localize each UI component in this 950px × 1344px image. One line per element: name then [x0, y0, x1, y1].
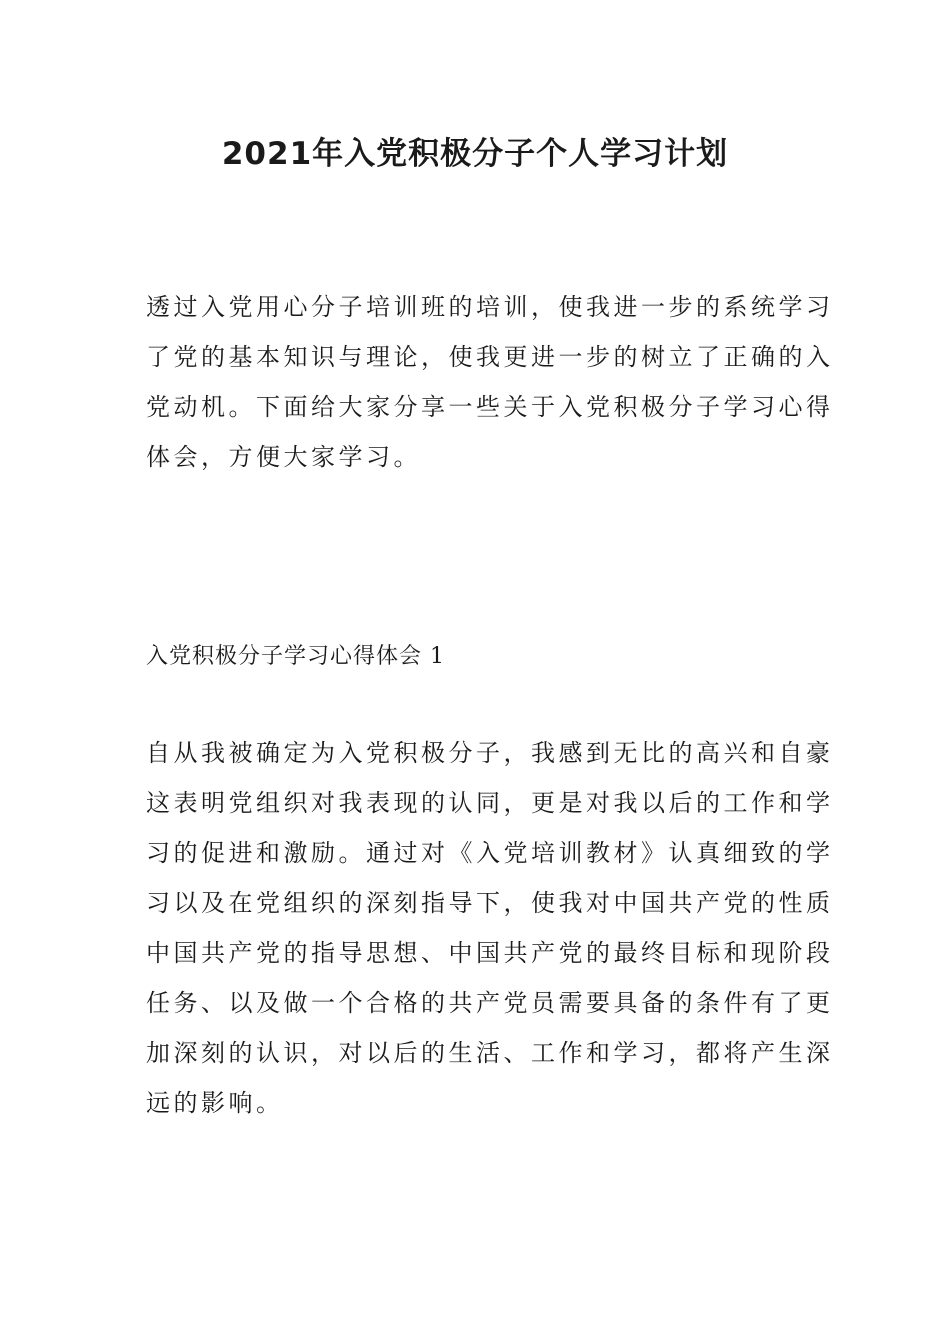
section-heading: 入党积极分子学习心得体会 1 — [146, 644, 445, 669]
paragraph-line: 习以及在党组织的深刻指导下，使我对中国共产党的性质 — [146, 889, 834, 917]
paragraph-line: 中国共产党的指导思想、中国共产党的最终目标和现阶段 — [146, 939, 834, 967]
paragraph-line: 任务、以及做一个合格的共产党员需要具备的条件有了更 — [146, 989, 834, 1017]
paragraph-line: 这表明党组织对我表现的认同，更是对我以后的工作和学 — [146, 789, 834, 817]
paragraph-line: 远的影响。 — [146, 1089, 284, 1117]
paragraph-line: 透过入党用心分子培训班的培训，使我进一步的系统学习 — [146, 293, 834, 321]
paragraph-line: 党动机。下面给大家分享一些关于入党积极分子学习心得 — [146, 393, 834, 421]
paragraph-line: 体会，方便大家学习。 — [146, 443, 421, 471]
body-paragraph — [146, 728, 834, 1128]
document-title: 2021年入党积极分子个人学习计划 — [221, 136, 729, 172]
paragraph-line: 了党的基本知识与理论，使我更进一步的树立了正确的入 — [146, 343, 834, 371]
paragraph-line: 自从我被确定为入党积极分子，我感到无比的高兴和自豪 — [146, 739, 834, 767]
paragraph-line: 习的促进和激励。通过对《入党培训教材》认真细致的学 — [146, 839, 834, 867]
intro-paragraph — [146, 282, 834, 482]
paragraph-line: 加深刻的认识，对以后的生活、工作和学习，都将产生深 — [146, 1039, 834, 1067]
